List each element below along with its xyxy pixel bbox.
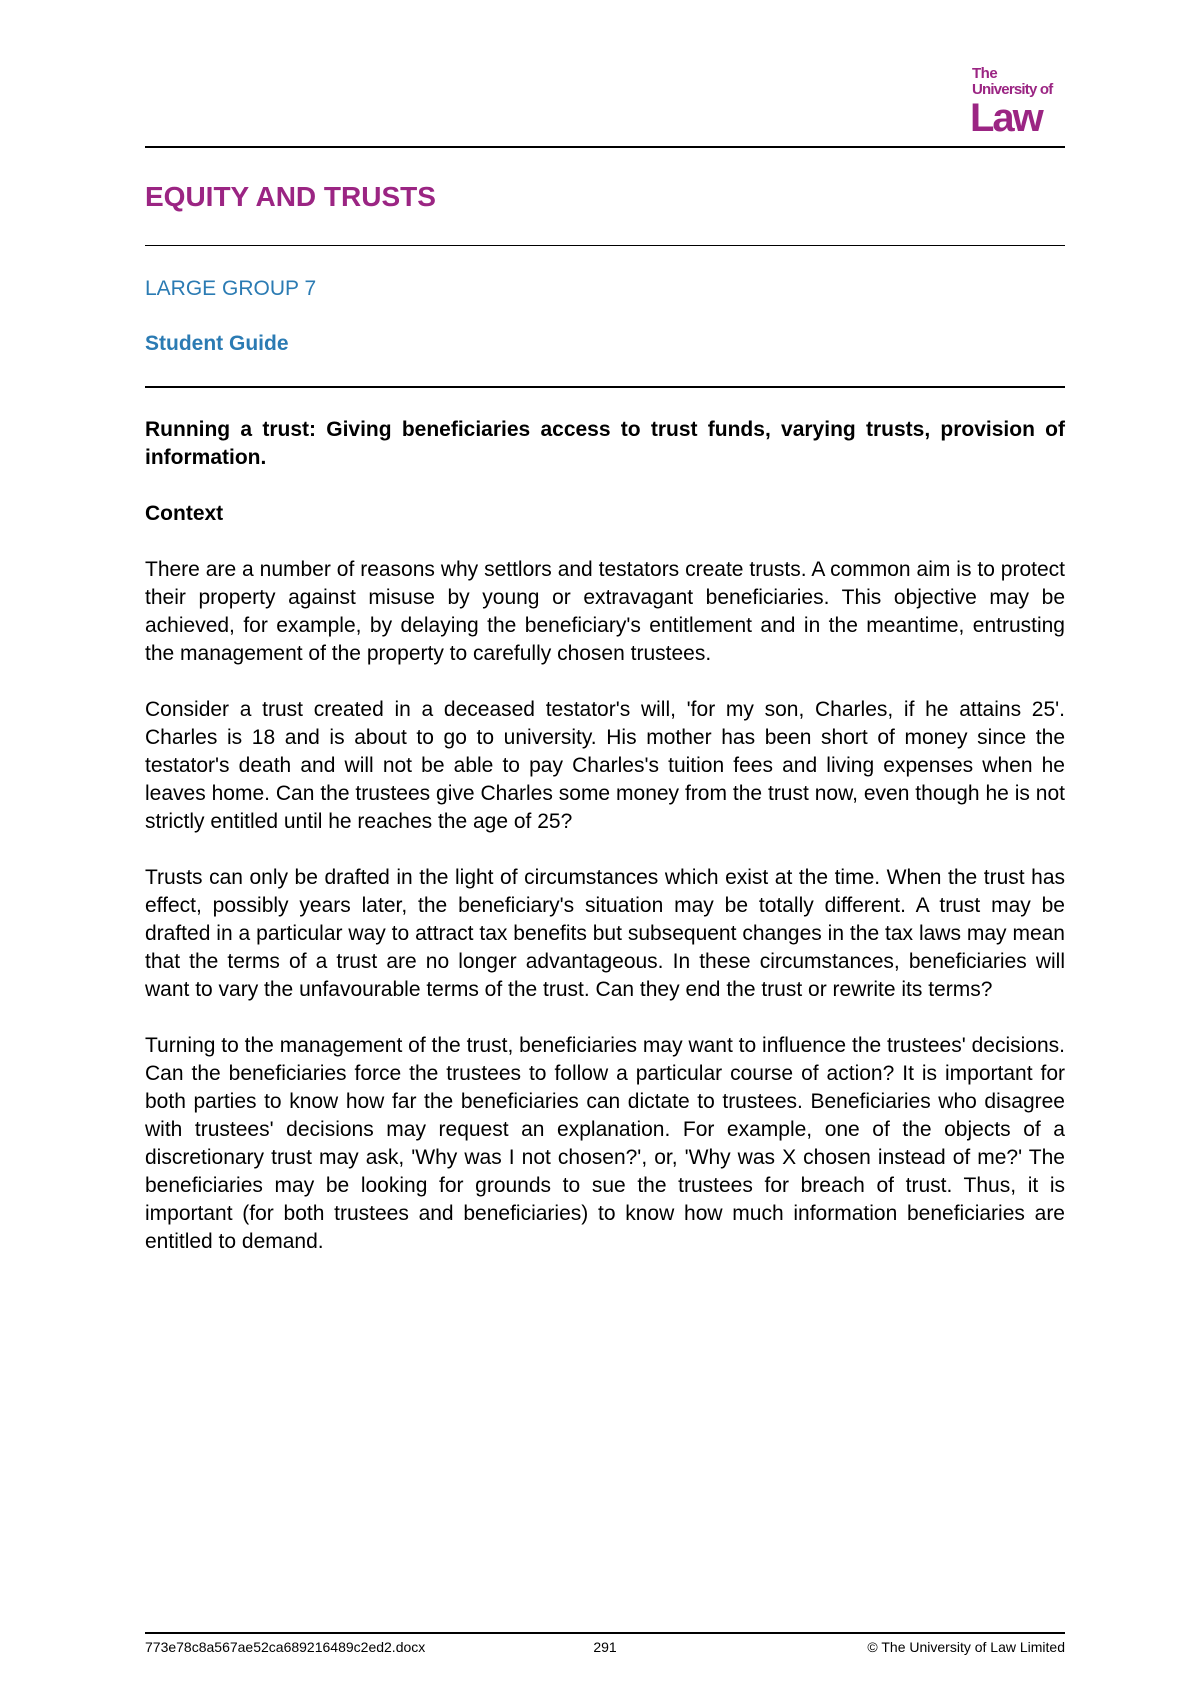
body-paragraph: Trusts can only be drafted in the light of circumstances which exist at the time. When the trust has effect, possibly years later, the beneficiary's situation may be totally different. A trust may be drafted in a particular way to attract tax benefits but subsequent changes in the tax laws may mean that the terms of a trust are no longer advantageous. In these circumstances, beneficiaries will want to vary the unfavourable terms of the trust. Can they end the trust or rewrite its terms?	[145, 866, 1065, 1001]
header-rule-middle	[145, 245, 1065, 246]
header-rule-bottom	[145, 386, 1065, 388]
subject-heading: Running a trust: Giving beneficiaries access to trust funds, varying trusts, provision of information.	[145, 418, 1065, 469]
body-paragraph: Turning to the management of the trust, beneficiaries may want to influence the trustees' decisions. Can the beneficiaries force the trustees to follow a particular course of action? It is important for both parties to know how far the beneficiaries can dictate to trustees. Beneficiaries who disagree with trustees' decisions may request an explanation. For example, one of the objects of a discretionary trust may ask, 'Why was I not chosen?', or, 'Why was X chosen instead of me?' The beneficiaries may be looking for grounds to sue the trustees for breach of trust. Thus, it is important (for both trustees and beneficiaries) to know how much information beneficiaries are entitled to demand.	[145, 1034, 1065, 1253]
university-of-law-logo	[970, 64, 1070, 144]
group-label: LARGE GROUP 7	[145, 277, 317, 300]
document-title: EQUITY AND TRUSTS	[145, 181, 436, 212]
header-rule-top	[145, 146, 1065, 148]
document-body	[145, 416, 1065, 1284]
guide-label: Student Guide	[145, 332, 289, 355]
context-heading: Context	[145, 502, 224, 525]
footer-doc-ref: 773e78c8a567ae52ca689216489c2ed2.docx	[145, 1639, 426, 1655]
page-footer	[145, 1638, 1065, 1658]
footer-page-number: 291	[593, 1639, 617, 1655]
body-paragraph: There are a number of reasons why settlors and testators create trusts. A common aim is to protect their property against misuse by young or extravagant beneficiaries. This objective may be achieved, for example, by delaying the beneficiary's entitlement and in the meantime, entrusting the management of the property to carefully chosen trustees.	[145, 558, 1065, 665]
logo-line-3: Law	[970, 96, 1042, 140]
footer-rule	[145, 1632, 1065, 1634]
footer-copyright: © The University of Law Limited	[867, 1639, 1065, 1655]
body-paragraph: Consider a trust created in a deceased testator's will, 'for my son, Charles, if he attains 25'. Charles is 18 and is about to go to university. His mother has been short of money since the testator's death and will not be able to pay Charles's tuition fees and living expenses when he leaves home. Can the trustees give Charles some money from the trust now, even though he is not strictly entitled until he reaches the age of 25?	[145, 698, 1065, 833]
logo-line-2: University of	[972, 81, 1053, 98]
logo-line-1: The	[972, 65, 998, 82]
